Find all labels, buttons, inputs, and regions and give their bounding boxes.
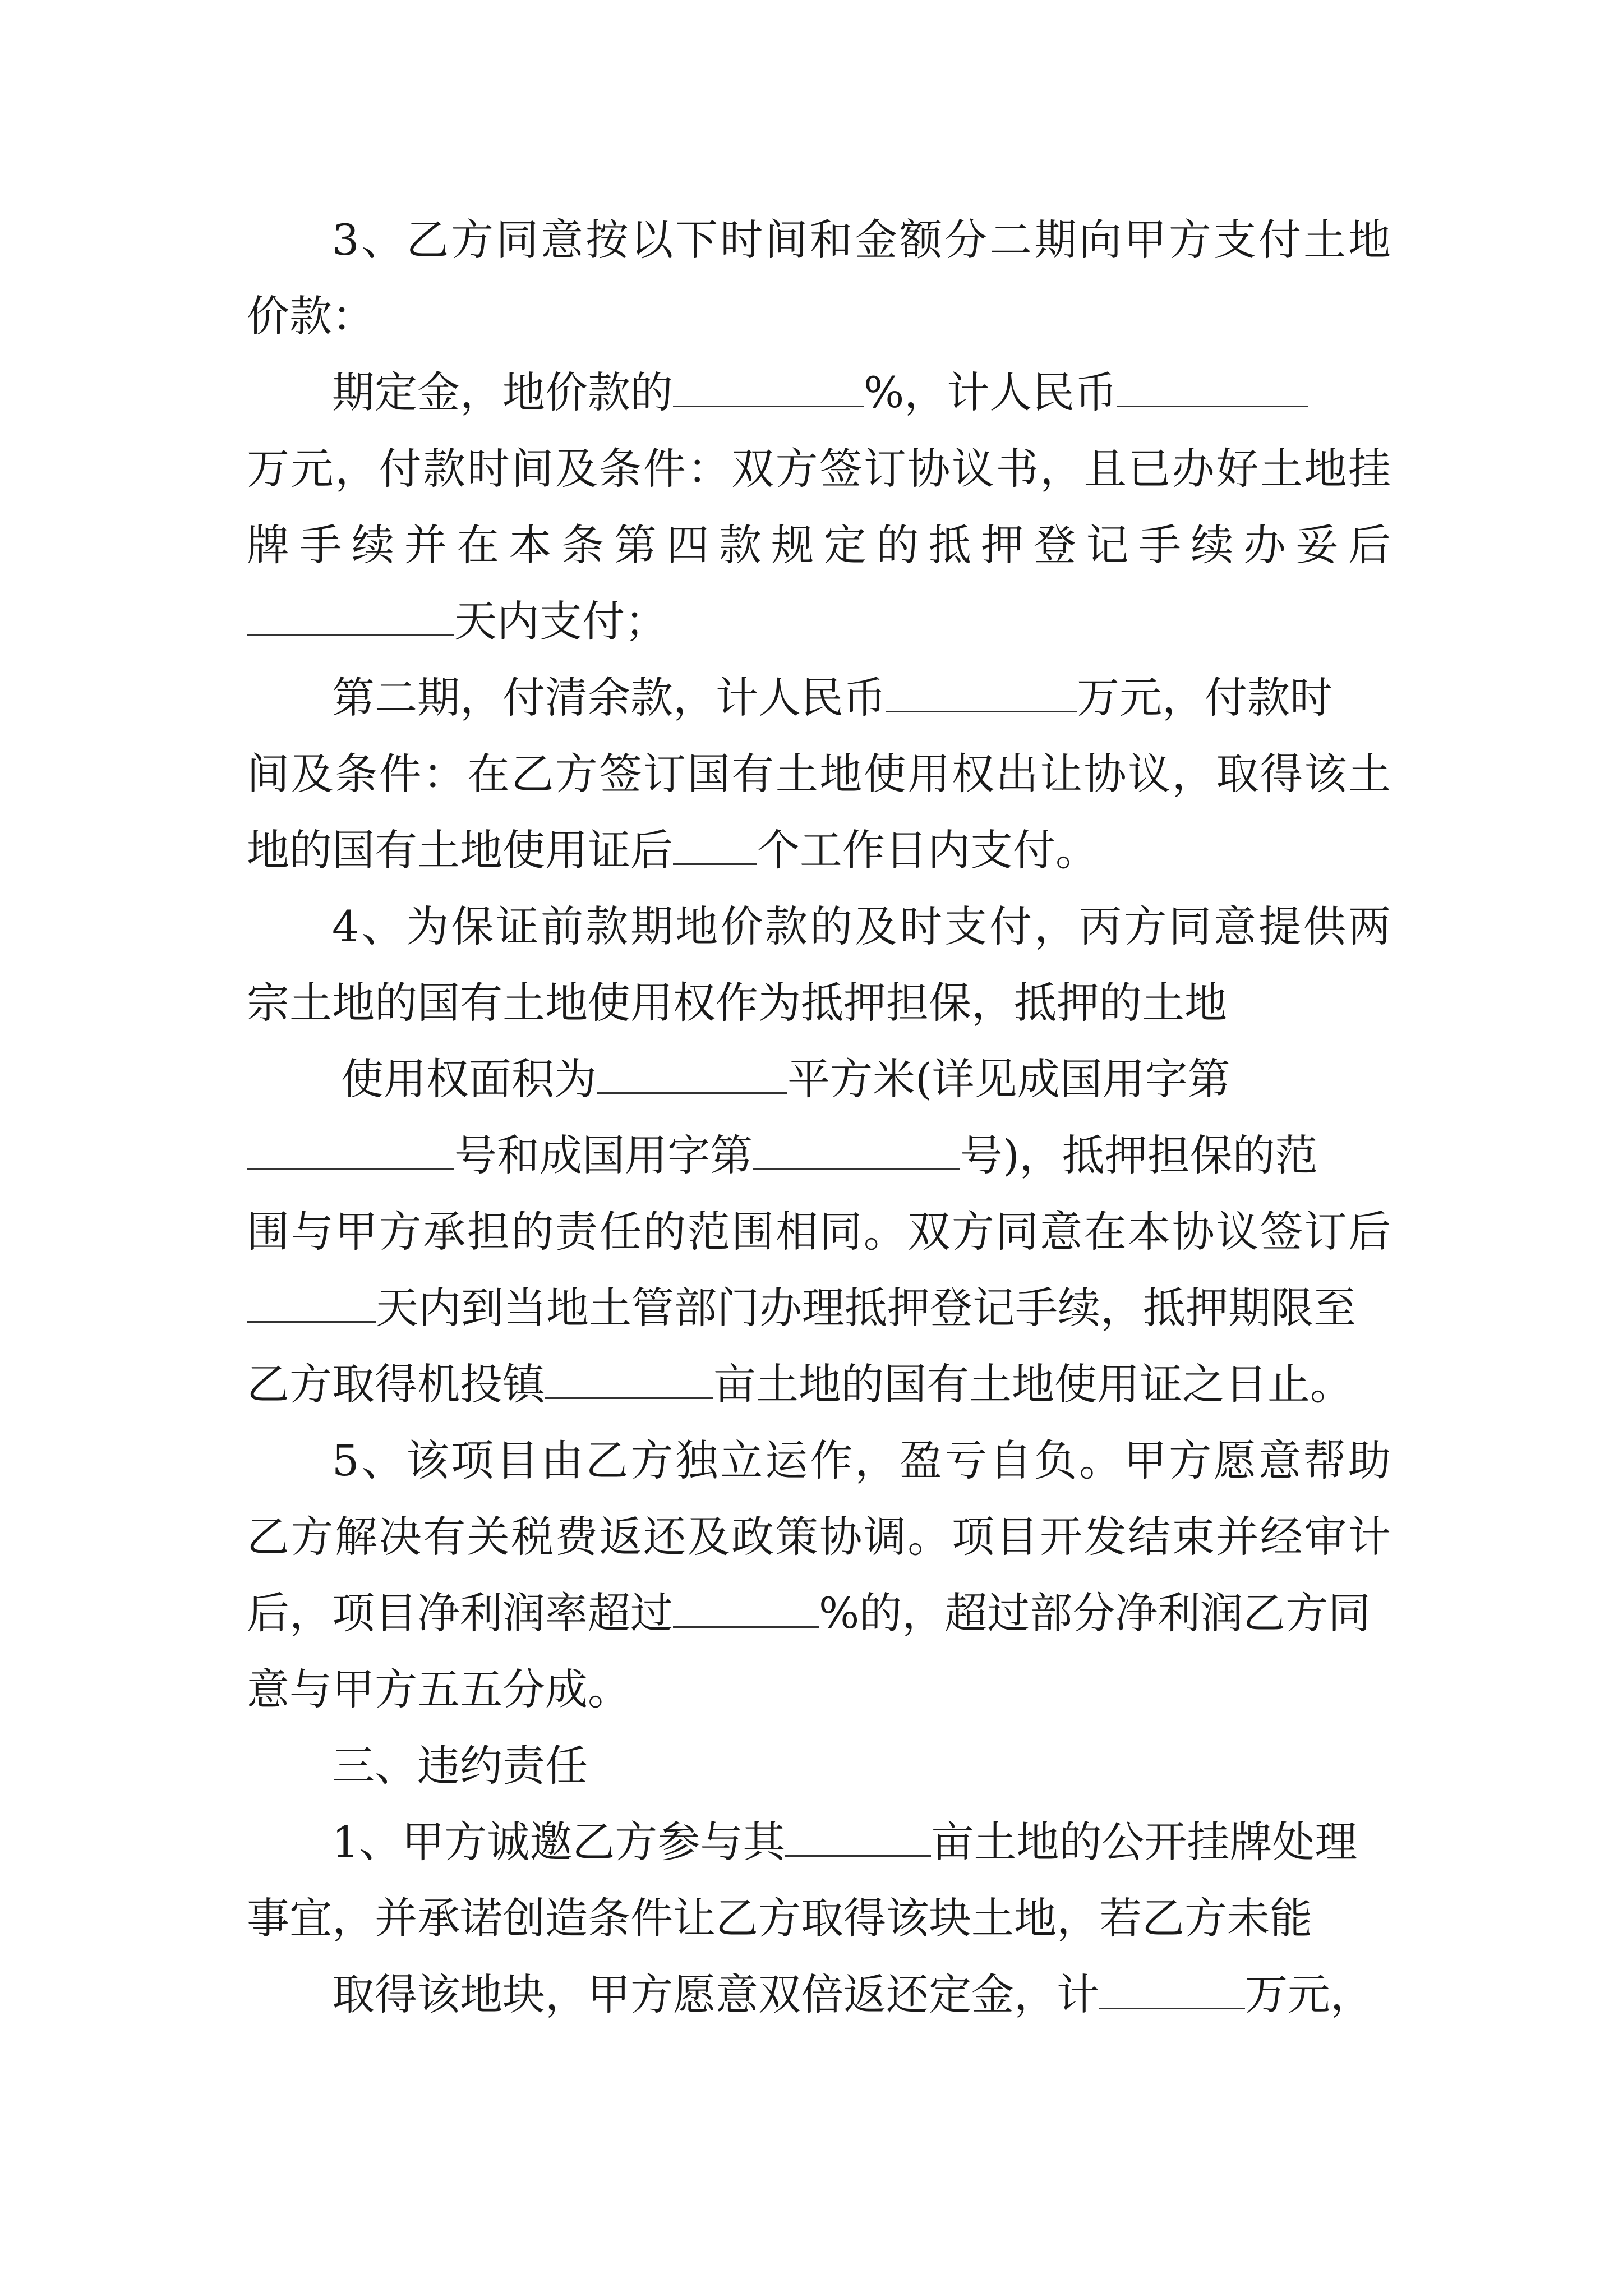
text: 号和成国用字第 (454, 1130, 753, 1180)
clause-4b-line-2 (247, 1117, 1391, 1194)
text: 后，项目净利润率超过 (247, 1588, 673, 1638)
fill-blank[interactable] (886, 671, 1077, 712)
text: 4、为保证前款期地价款的及时支付，丙方同意提供两 (332, 901, 1391, 951)
clause-3a-line-3 (247, 507, 1391, 583)
clause-5-line-1 (247, 1423, 1391, 1499)
text: 价款： (247, 291, 375, 341)
text: 期定金，地价款的 (332, 367, 673, 417)
text: 平方米(详见成国用字第 (787, 1054, 1230, 1104)
clause-4b-line-1 (247, 1041, 1391, 1117)
clause-3-line-1 (247, 202, 1391, 278)
text: 宗土地的国有土地使用权作为抵押担保，抵押的土地 (247, 978, 1227, 1028)
section-3-clause-1b-line-1 (247, 1957, 1391, 2033)
fill-blank[interactable] (673, 1587, 819, 1628)
fill-blank[interactable] (247, 595, 454, 636)
section-3-clause-1-line-2 (247, 1880, 1391, 1957)
clause-3-line-2 (247, 278, 1391, 355)
clause-3a-line-2 (247, 431, 1391, 507)
text: 亩土地的公开挂牌处理 (931, 1817, 1358, 1867)
text: 意与甲方五五分成。 (247, 1664, 630, 1714)
clause-3a-line-1 (247, 355, 1391, 431)
text: 事宜，并承诺创造条件让乙方取得该块土地，若乙方未能 (247, 1893, 1312, 1943)
clause-4b-line-3 (247, 1194, 1391, 1270)
text: 第二期，付清余款，计人民币 (332, 673, 886, 723)
fill-blank[interactable] (673, 824, 757, 865)
section-heading: 三、违约责任 (332, 1741, 588, 1791)
fill-blank[interactable] (545, 1358, 713, 1399)
text: 取得该地块，甲方愿意双倍返还定金，计 (332, 1970, 1099, 2019)
text: 1、甲方诚邀乙方参与其 (332, 1817, 786, 1867)
clause-5-line-2 (247, 1499, 1391, 1575)
clause-3b-line-1 (247, 660, 1391, 736)
clause-3b-line-2 (247, 736, 1391, 812)
fill-blank[interactable] (247, 1282, 376, 1323)
clause-3b-line-3 (247, 812, 1391, 889)
text: 乙方解决有关税费返还及政策协调。项目开发结束并经审计 (247, 1512, 1391, 1562)
text: 天内到当地土管部门办理抵押登记手续，抵押期限至 (376, 1283, 1356, 1333)
fill-blank[interactable] (1099, 1968, 1245, 2009)
clause-4-line-2 (247, 965, 1391, 1041)
text: 万元， (1245, 1970, 1373, 2019)
text: 间及条件：在乙方签订国有土地使用权出让协议，取得该土 (247, 749, 1391, 799)
text: 地的国有土地使用证后 (247, 825, 673, 875)
text: 围与甲方承担的责任的范围相同。双方同意在本协议签订后 (247, 1207, 1391, 1257)
text: 天内支付； (454, 596, 667, 646)
text: 个工作日内支付。 (757, 825, 1098, 875)
text: 号)，抵押担保的范 (960, 1130, 1318, 1180)
text: 万元，付款时间及条件：双方签订协议书，且已办好土地挂 (247, 444, 1391, 494)
fill-blank[interactable] (785, 1816, 931, 1857)
clause-3a-line-4 (247, 583, 1391, 660)
text: 乙方取得机投镇 (247, 1359, 545, 1409)
fill-blank[interactable] (673, 366, 864, 407)
fill-blank[interactable] (753, 1129, 960, 1170)
fill-blank[interactable] (247, 1129, 454, 1170)
contract-text (247, 202, 1391, 2033)
text: 亩土地的国有土地使用证之日止。 (713, 1359, 1353, 1409)
section-3-clause-1-line-1 (247, 1804, 1391, 1880)
fill-blank[interactable] (597, 1053, 787, 1094)
text: 牌手续并在本条第四款规定的抵押登记手续办妥后 (247, 520, 1391, 570)
clause-5-line-3 (247, 1575, 1391, 1651)
clause-5-line-4 (247, 1651, 1391, 1728)
text: 使用权面积为 (341, 1054, 597, 1104)
text: 万元，付款时 (1077, 673, 1332, 723)
fill-blank[interactable] (1117, 366, 1308, 407)
text: 5、该项目由乙方独立运作，盈亏自负。甲方愿意帮助 (332, 1435, 1391, 1485)
text: %，计人民币 (864, 367, 1118, 417)
clause-4b-line-4 (247, 1270, 1391, 1346)
clause-4b-line-5 (247, 1346, 1391, 1423)
section-3-title (247, 1728, 1391, 1804)
text: 3、乙方同意按以下时间和金额分二期向甲方支付土地 (332, 215, 1391, 265)
text: %的，超过部分净利润乙方同 (819, 1588, 1371, 1638)
clause-4-line-1 (247, 889, 1391, 965)
